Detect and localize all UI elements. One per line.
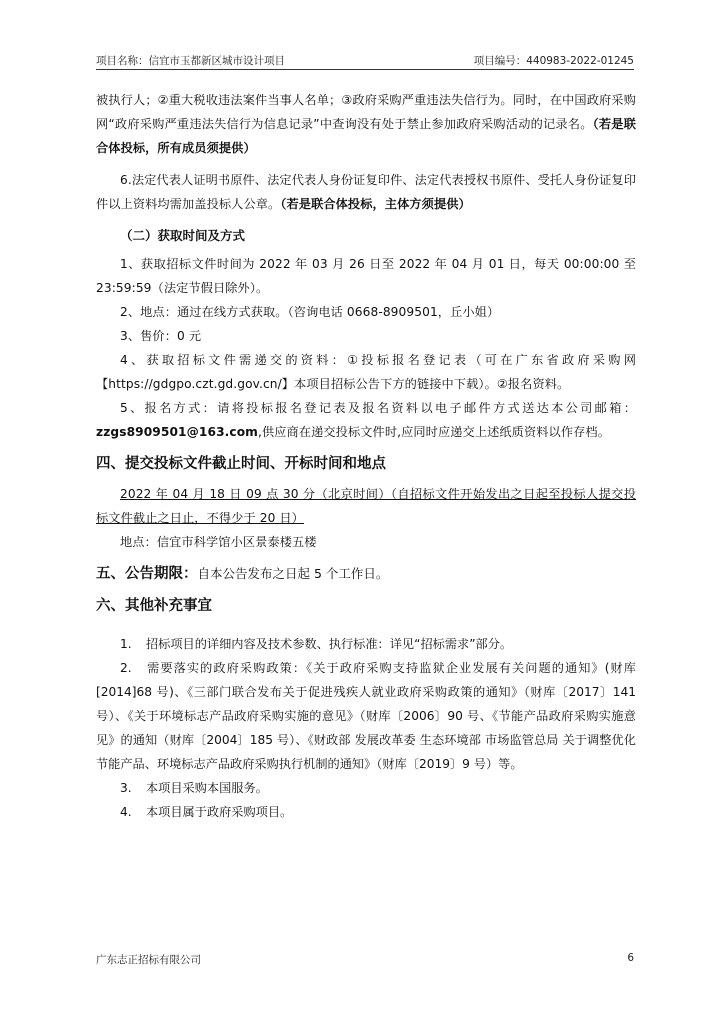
- consortium-lead-note: （若是联合体投标，主体方须提供）: [280, 197, 471, 211]
- deadline-text: [96, 482, 636, 530]
- deadline-place: 地点：信宜市科学馆小区景泰楼五楼: [120, 535, 317, 549]
- section-title-deadline: 四、提交投标文件截止时间、开标时间和地点: [96, 456, 386, 472]
- acquisition-materials: 4、获取招标文件需递交的资料：①投标报名登记表（可在广东省政府采购网【https://gdgpo.czt.gd.gov.cn/】本项目招标公告下方的链接中下载）。②报名资料。: [96, 353, 636, 391]
- acquisition-price: 3、售价：0 元: [120, 329, 202, 343]
- project-name: 项目名称：信宜市玉都新区城市设计项目: [96, 55, 285, 67]
- project-number: 项目编号：440983-2022-01245: [473, 55, 634, 67]
- deadline-time: 2022 年 04 月 18 日 09 点 30 分: [120, 487, 316, 501]
- subsection-title-acquisition: （二）获取时间及方式: [120, 228, 246, 243]
- paragraph-blacklist: 被执行人；②重大税收违法案件当事人名单；③政府采购严重违法失信行为。同时，在中国政府采购网“政府采购严重违法失信行为信息记录”中查询没有处于禁止参加政府采购活动的记录名。（若是联合体投标，所有成员须提供）: [96, 93, 636, 155]
- header-divider: [96, 69, 634, 70]
- page-header: [96, 50, 634, 68]
- registration-email: zzgs8909501@163.com: [96, 425, 258, 439]
- deadline-note: （北京时间）（自招标文件开始发出之日起至投标人提交投标文件截止之日止，不得少于 20 日）: [96, 487, 637, 525]
- list-item: 2. 需要落实的政府采购政策：《关于政府采购支持监狱企业发展有关问题的通知》(财库[2014]68 号)、《三部门联合发布关于促进残疾人就业政府采购政策的通知》（财库〔2017〕141 号）、《关于环境标志产品政府采购实施的意见》（财库〔2006〕90 号、《节能产品政府采购实施意见》的通知（财库〔2004〕185 号）、《财政部 发展改革委 生态环境部 市场监管总局 关于调整优化节能产品、环境标志产品政府采购执行机制的通知》（财库〔2019〕9 号）等。: [96, 661, 636, 771]
- list-item: 1. 招标项目的详细内容及技术参数、执行标准：详见“招标需求”部分。: [120, 637, 513, 651]
- page-number: 6: [627, 952, 634, 964]
- consortium-note: （若是联合体投标，所有成员须提供）: [96, 117, 636, 155]
- acquisition-time: 1、获取招标文件时间为 2022 年 03 月 26 日至 2022 年 04 月 01 日，每天 00:00:00 至23:59:59（法定节假日除外）。: [96, 257, 636, 295]
- announcement-period-text: 自本公告发布之日起 5 个工作日。: [197, 566, 389, 581]
- list-item: 4. 本项目属于政府采购项目。: [120, 805, 293, 819]
- paragraph-item-6: 6.法定代表人证明书原件、法定代表人身份证复印件、法定代表授权书原件、受托人身份证复印件以上资料均需加盖投标人公章。（若是联合体投标，主体方须提供）: [96, 173, 636, 211]
- company-name: 广东志正招标有限公司: [96, 954, 201, 966]
- document-body: [96, 88, 636, 824]
- list-item: 3. 本项目采购本国服务。: [120, 781, 268, 795]
- acquisition-place: 2、地点：通过在线方式获取。（咨询电话 0668-8909501，丘小姐）: [120, 305, 500, 319]
- section-title-other: 六、其他补充事宜: [96, 598, 212, 614]
- section-title-announcement: 五、公告期限：: [96, 566, 198, 582]
- registration-method: 5、报名方式：请将投标报名登记表及报名资料以电子邮件方式送达本公司邮箱：zzgs8909501@163.com,供应商在递交投标文件时,应同时应递交上述纸质资料以作存档。: [96, 401, 636, 439]
- section-announcement-period: [96, 562, 636, 586]
